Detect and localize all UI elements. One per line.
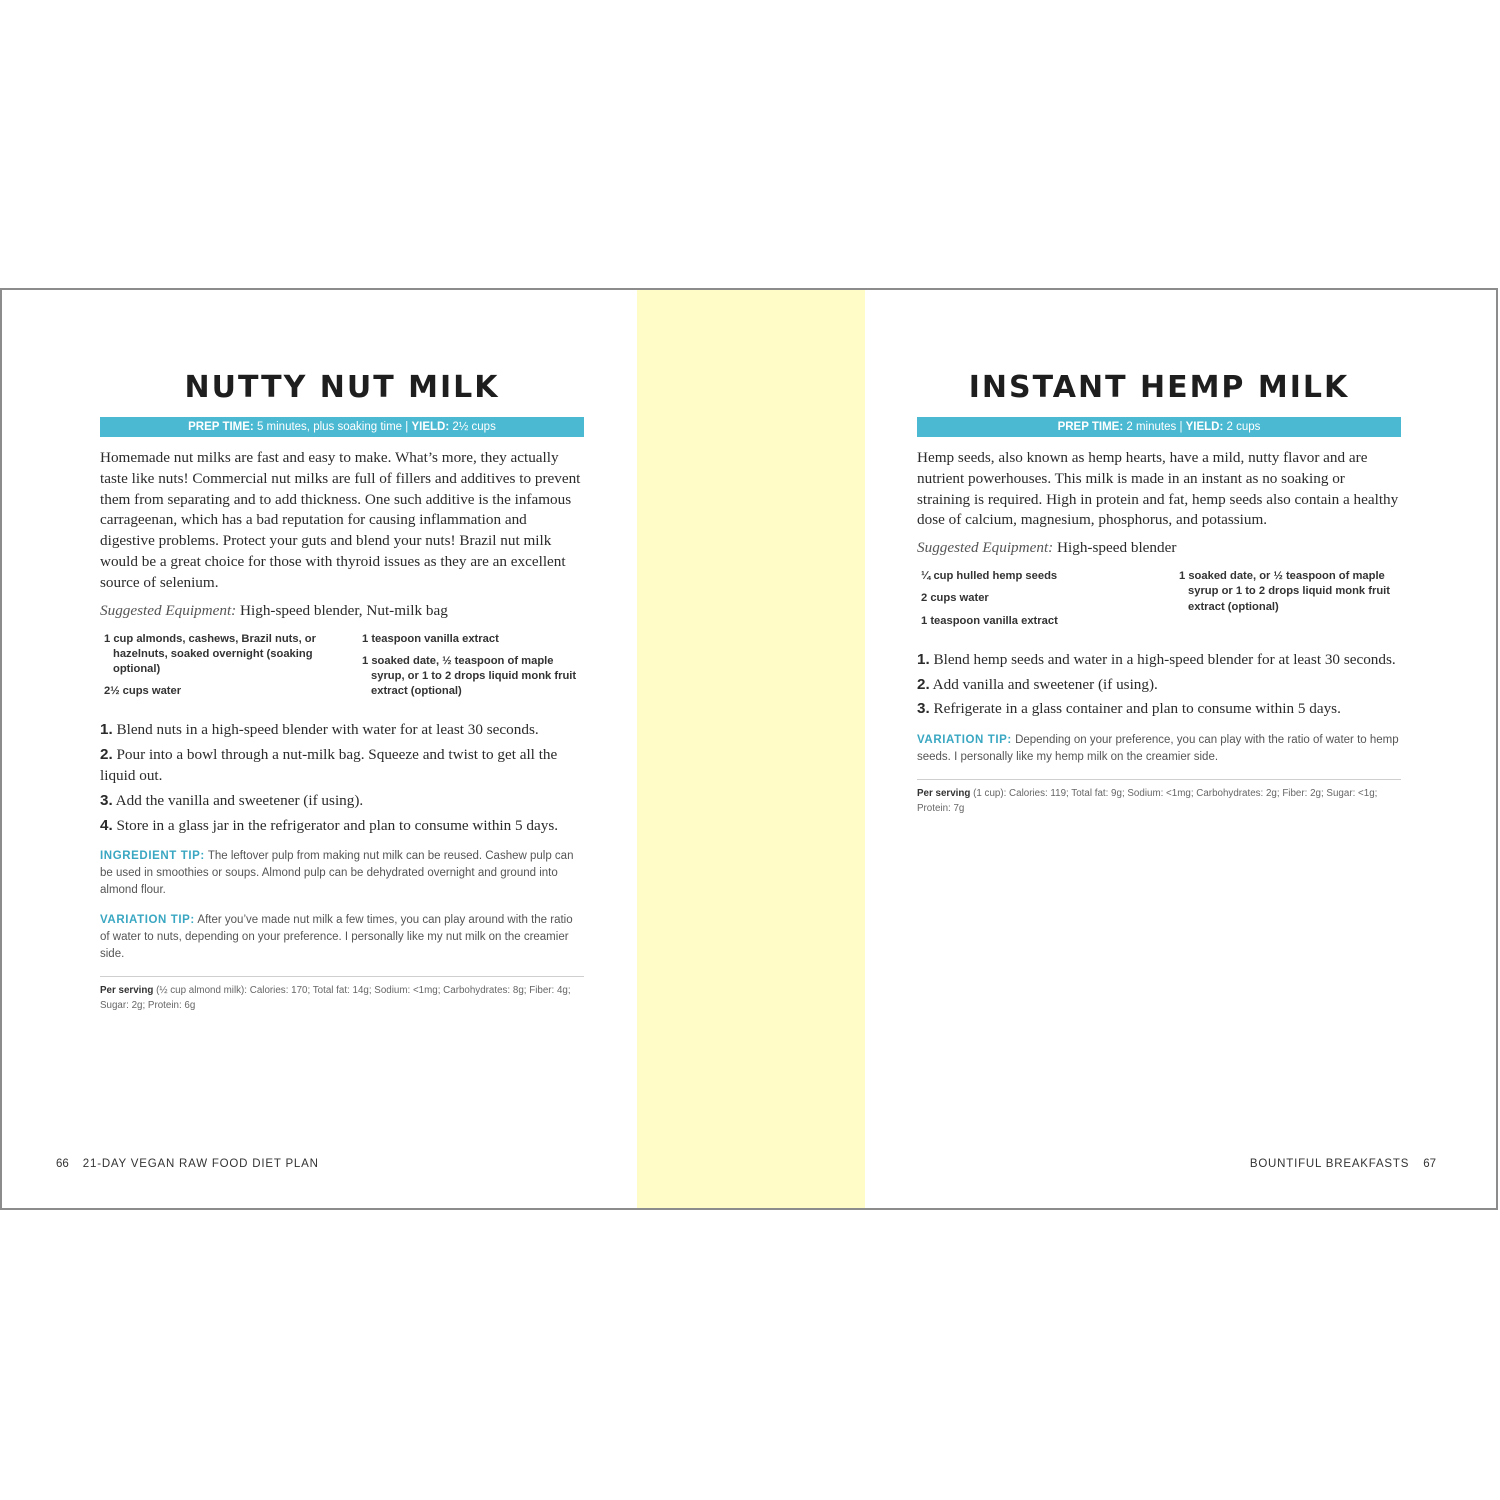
book-spread — [0, 288, 1498, 1210]
step-number: 1. — [917, 650, 930, 668]
variation-tip — [917, 732, 1401, 766]
step-item — [100, 720, 584, 741]
yield-label: YIELD: — [411, 421, 450, 433]
step-text: Pour into a bowl through a nut-milk bag. Squeeze and twist to get all the liquid out. — [100, 746, 558, 784]
step-text: Refrigerate in a glass container and plan to consume within 5 days. — [933, 700, 1341, 718]
step-number: 2. — [100, 746, 113, 764]
ingredient-item: 2 cups water — [921, 592, 989, 605]
ingredient-list — [921, 569, 1401, 636]
step-item — [917, 675, 1401, 696]
left-footer — [56, 1158, 319, 1170]
ingredient-tip — [100, 848, 584, 899]
intro-paragraph: Homemade nut milks are fast and easy to make. What’s more, they actually taste like nuts! Commercial nut milks are full of fillers and additives to prevent them from separating and to add thickness. One such additive is the infamous carrageenan, which has a bad reputation for causing inflammation and digestive problems. Protect your guts and blend your nuts! Brazil nut milk would be a great choice for those with thyroid issues as they are an excellent source of selenium. — [100, 449, 581, 591]
step-item — [917, 699, 1401, 720]
tip-label: VARIATION TIP: — [100, 914, 195, 927]
step-item — [100, 816, 584, 837]
ingredient-item: 2½ cups water — [104, 685, 182, 698]
ingredient-item: 1 teaspoon vanilla extract — [921, 614, 1058, 627]
intro-paragraph: Hemp seeds, also known as hemp hearts, have a mild, nutty flavor and are nutrient powerhouses. This milk is made in an instant as no soaking or straining is required. High in protein and fat, hemp seeds also contain a healthy dose of calcium, magnesium, phosphorus, and potassium. — [917, 449, 1399, 529]
nutrition-text: (1 cup): Calories: 119; Total fat: 9g; Sodium: <1mg; Carbohydrates: 2g; Fiber: 2g; Sugar: <1g; Protein: 7g — [917, 788, 1378, 814]
equipment-label: Suggested Equipment: — [100, 601, 237, 619]
step-number: 1. — [100, 721, 113, 739]
ingredient-item: 1 teaspoon vanilla extract — [362, 632, 499, 645]
tip-text: Depending on your preference, you can play with the ratio of water to hemp seeds. I personally like my hemp milk on the creamier side. — [917, 734, 1399, 764]
yield-value: 2 cups — [1226, 421, 1261, 433]
equipment-line — [100, 602, 584, 620]
right-page — [917, 290, 1401, 1208]
equipment-label: Suggested Equipment: — [917, 539, 1054, 557]
ingredient-column-1 — [921, 569, 1179, 636]
step-text: Add the vanilla and sweetener (if using). — [115, 791, 364, 809]
tip-label: INGREDIENT TIP: — [100, 850, 205, 863]
instruction-steps — [917, 650, 1401, 720]
right-footer — [1250, 1158, 1436, 1170]
nutrition-label: Per serving — [917, 788, 971, 800]
page-number: 67 — [1423, 1158, 1436, 1170]
prep-bar — [917, 417, 1401, 437]
equipment-value: High-speed blender, Nut-milk bag — [240, 601, 448, 619]
nutrition-info — [100, 976, 584, 1013]
running-head: BOUNTIFUL BREAKFASTS — [1249, 1158, 1410, 1170]
tip-text: After you’ve made nut milk a few times, you can play around with the ratio of water to nuts, depending on your preference. I personally like my nut milk on the creamier side. — [100, 914, 573, 961]
prep-label: PREP TIME: — [1057, 421, 1124, 433]
ingredient-list — [104, 632, 584, 707]
step-number: 2. — [917, 675, 930, 693]
step-item — [100, 745, 584, 787]
ingredient-column-1 — [104, 632, 362, 707]
nutrition-info — [917, 779, 1401, 816]
equipment-line — [917, 539, 1401, 557]
prep-value: 2 minutes — [1126, 421, 1177, 433]
page-number: 66 — [56, 1158, 69, 1170]
prep-separator: | — [405, 421, 412, 433]
recipe-title: INSTANT HEMP MILK — [968, 370, 1350, 405]
recipe-body — [917, 448, 1401, 816]
nutrition-label: Per serving — [100, 985, 154, 997]
prep-bar — [100, 417, 584, 437]
tip-text: The leftover pulp from making nut milk can be reused. Cashew pulp can be used in smoothies or soups. Almond pulp can be dehydrated overnight and ground into almond flour. — [100, 850, 574, 897]
ingredient-column-2 — [362, 632, 584, 707]
step-number: 4. — [100, 816, 113, 834]
recipe-title: NUTTY NUT MILK — [184, 370, 500, 405]
running-head: 21-DAY VEGAN RAW FOOD DIET PLAN — [82, 1158, 319, 1170]
ingredient-item: 1 soaked date, or ½ teaspoon of maple syrup or 1 to 2 drops liquid monk fruit extract (optional) — [1179, 570, 1391, 613]
step-text: Store in a glass jar in the refrigerator and plan to consume within 5 days. — [116, 816, 559, 834]
step-text: Add vanilla and sweetener (if using). — [932, 675, 1158, 693]
ingredient-item: 1 cup almonds, cashews, Brazil nuts, or hazelnuts, soaked overnight (soaking optional) — [104, 632, 316, 675]
variation-tip — [100, 912, 584, 963]
prep-value: 5 minutes, plus soaking time — [256, 421, 403, 433]
step-number: 3. — [100, 791, 113, 809]
ingredient-column-2 — [1179, 569, 1401, 636]
step-text: Blend hemp seeds and water in a high-speed blender for at least 30 seconds. — [933, 650, 1396, 668]
step-item — [100, 791, 584, 812]
ingredient-item: ¼ cup hulled hemp seeds — [921, 570, 1058, 583]
left-page — [100, 290, 584, 1208]
equipment-value: High-speed blender — [1057, 539, 1177, 557]
nutrition-text: (½ cup almond milk): Calories: 170; Total fat: 14g; Sodium: <1mg; Carbohydrates: 8g; Fiber: 4g; Sugar: 2g; Protein: 6g — [100, 985, 571, 1011]
tip-label: VARIATION TIP: — [917, 734, 1012, 747]
yield-label: YIELD: — [1185, 421, 1224, 433]
recipe-body — [100, 448, 584, 1013]
instruction-steps — [100, 720, 584, 836]
center-gutter — [637, 290, 865, 1208]
step-text: Blend nuts in a high-speed blender with water for at least 30 seconds. — [116, 721, 539, 739]
yield-value: 2½ cups — [452, 421, 496, 433]
prep-separator: | — [1179, 421, 1186, 433]
ingredient-item: 1 soaked date, ½ teaspoon of maple syrup, or 1 to 2 drops liquid monk fruit extract (optional) — [362, 654, 577, 698]
prep-label: PREP TIME: — [188, 421, 254, 433]
step-item — [917, 650, 1401, 671]
step-number: 3. — [917, 700, 930, 718]
